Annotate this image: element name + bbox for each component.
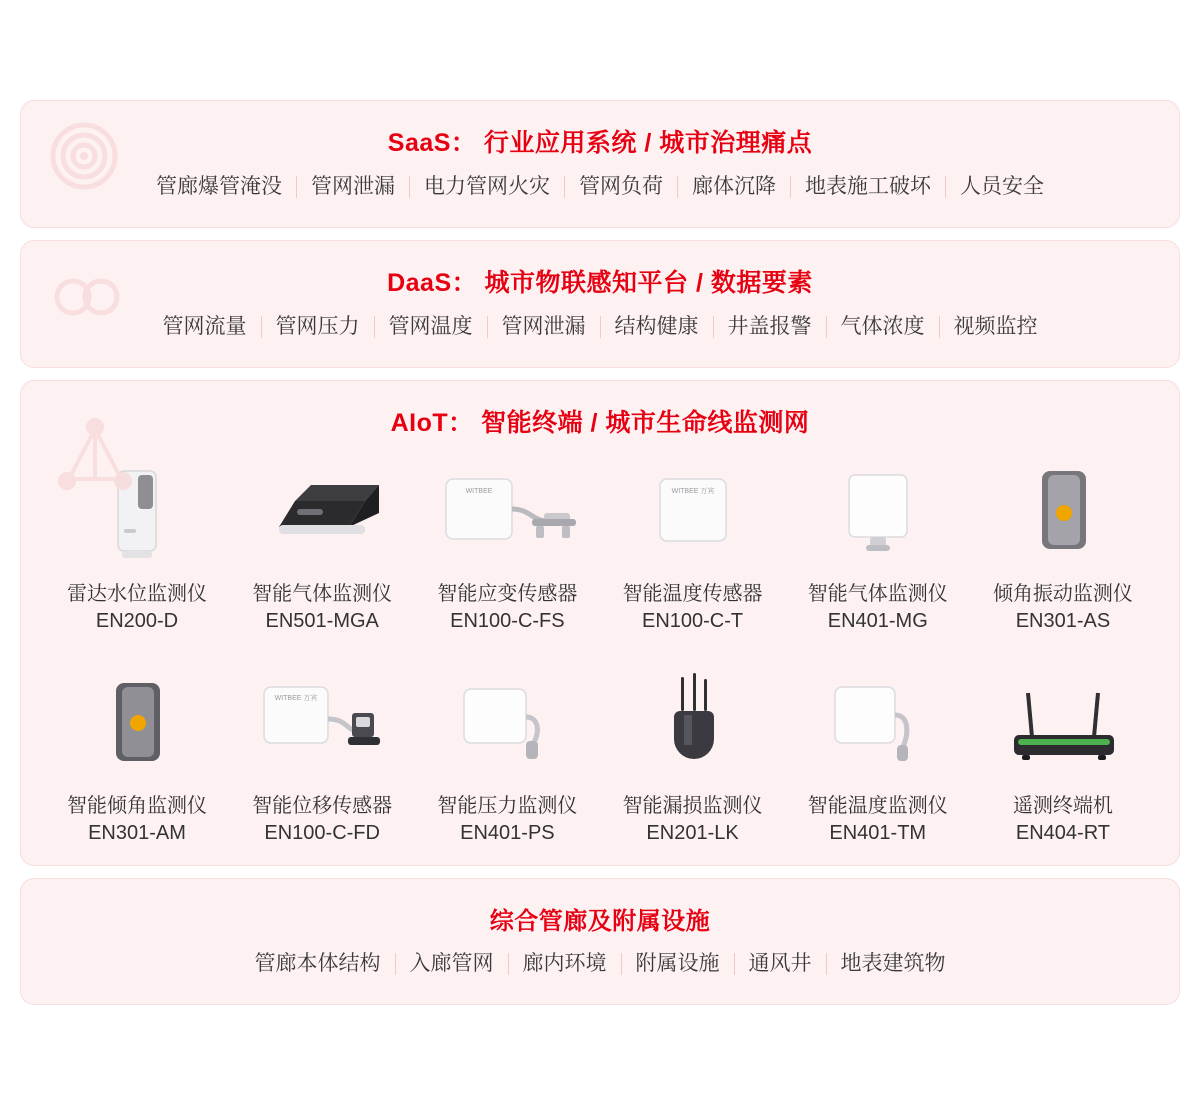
daas-chip-list	[21, 305, 1179, 367]
device-model: EN100-C-FS	[450, 610, 565, 632]
device-card[interactable]	[979, 661, 1147, 847]
saas-chip[interactable]: 廊体沉降	[692, 175, 776, 198]
device-card[interactable]	[794, 449, 962, 635]
infrastructure-title: 综合管廊及附属设施	[489, 908, 711, 935]
device-model: EN100-C-T	[641, 610, 744, 632]
infrastructure-chip[interactable]: 通风井	[748, 952, 812, 975]
device-model: EN301-AS	[1015, 610, 1111, 632]
device-name: 智能气体监测仪	[252, 583, 393, 605]
device-name: 遥测终端机	[1012, 795, 1113, 817]
saas-chip[interactable]: 管网负荷	[579, 175, 663, 198]
device-name: 智能位移传感器	[252, 795, 393, 817]
tilt-vibration-device-icon	[979, 449, 1147, 569]
device-name: 智能温度传感器	[622, 583, 763, 605]
daas-chip[interactable]: 管网流量	[162, 315, 247, 338]
device-name: 雷达水位监测仪	[67, 583, 207, 605]
strain-sensor-device-icon	[423, 449, 591, 569]
device-card[interactable]	[238, 661, 406, 847]
gas-monitor-device-icon	[238, 449, 406, 569]
device-card[interactable]	[979, 449, 1147, 635]
saas-chip[interactable]: 管廊爆管淹没	[156, 175, 282, 198]
device-card[interactable]	[423, 449, 591, 635]
infrastructure-band	[20, 878, 1180, 1005]
daas-chip[interactable]: 井盖报警	[727, 315, 812, 338]
aiot-title: AIoT： 智能终端 / 城市生命线监测网	[390, 409, 810, 437]
radar-water-level-device-icon	[53, 449, 221, 569]
svg-text:WITBEE 万宾: WITBEE 万宾	[274, 695, 318, 702]
infrastructure-chip[interactable]: 管廊本体结构	[254, 952, 381, 975]
daas-chip[interactable]: 管网压力	[275, 315, 360, 338]
saas-title: SaaS： 行业应用系统 / 城市治理痛点	[387, 129, 813, 157]
infrastructure-chip[interactable]: 入廊管网	[409, 952, 494, 975]
saas-chip[interactable]: 人员安全	[960, 175, 1044, 198]
device-model: EN200-D	[95, 610, 179, 632]
infrastructure-chip[interactable]: 地表建筑物	[840, 952, 946, 975]
gas-sensor-device-icon	[794, 449, 962, 569]
device-model: EN301-AM	[88, 822, 186, 844]
device-model: EN501-MGA	[265, 610, 379, 632]
infrastructure-chip-list	[21, 942, 1179, 1004]
device-model: EN401-MG	[827, 610, 928, 632]
device-model: EN201-LK	[646, 822, 739, 844]
device-name: 智能倾角监测仪	[67, 795, 207, 817]
device-card[interactable]	[238, 449, 406, 635]
device-name: 智能气体监测仪	[807, 583, 948, 605]
daas-chip[interactable]: 气体浓度	[840, 315, 925, 338]
svg-text:WITBEE 万宾: WITBEE 万宾	[671, 488, 714, 495]
saas-chip[interactable]: 管网泄漏	[311, 175, 395, 198]
saas-chip-list	[21, 165, 1179, 227]
device-model: EN401-PS	[460, 822, 555, 844]
daas-chip[interactable]: 视频监控	[953, 315, 1038, 338]
leak-monitor-device-icon	[609, 661, 777, 781]
daas-chip[interactable]: 管网温度	[388, 315, 473, 338]
aiot-band	[20, 380, 1180, 866]
daas-band	[20, 240, 1180, 368]
row-spacer	[35, 635, 1165, 661]
device-name: 智能应变传感器	[437, 583, 578, 605]
rtu-terminal-device-icon	[979, 661, 1147, 781]
tilt-monitor-device-icon	[53, 661, 221, 781]
device-name: 智能压力监测仪	[437, 795, 578, 817]
saas-band	[20, 100, 1180, 228]
temperature-monitor-device-icon	[794, 661, 962, 781]
device-name: 智能温度监测仪	[807, 795, 948, 817]
temperature-sensor-device-icon	[609, 449, 777, 569]
device-card[interactable]	[423, 661, 591, 847]
device-name: 智能漏损监测仪	[622, 795, 763, 817]
aiot-device-grid	[21, 445, 1179, 865]
device-model: EN401-TM	[829, 822, 927, 844]
saas-chip[interactable]: 电力管网火灾	[424, 175, 550, 198]
daas-chip[interactable]: 结构健康	[614, 315, 699, 338]
device-model: EN100-C-FD	[264, 822, 380, 844]
displacement-sensor-device-icon	[238, 661, 406, 781]
device-name: 倾角振动监测仪	[992, 583, 1133, 605]
pressure-monitor-device-icon	[423, 661, 591, 781]
daas-title: DaaS： 城市物联感知平台 / 数据要素	[387, 269, 813, 297]
device-card[interactable]	[53, 661, 221, 847]
infrastructure-chip[interactable]: 廊内环境	[522, 952, 607, 975]
daas-chip[interactable]: 管网泄漏	[501, 315, 586, 338]
device-card[interactable]	[609, 449, 777, 635]
device-row-1	[35, 449, 1165, 635]
device-row-2	[35, 661, 1165, 847]
saas-chip[interactable]: 地表施工破坏	[805, 175, 931, 198]
device-model: EN404-RT	[1015, 822, 1110, 844]
device-card[interactable]	[794, 661, 962, 847]
device-card[interactable]	[609, 661, 777, 847]
svg-text:WITBEE: WITBEE	[465, 488, 493, 495]
infrastructure-chip[interactable]: 附属设施	[635, 952, 720, 975]
device-card[interactable]	[53, 449, 221, 635]
